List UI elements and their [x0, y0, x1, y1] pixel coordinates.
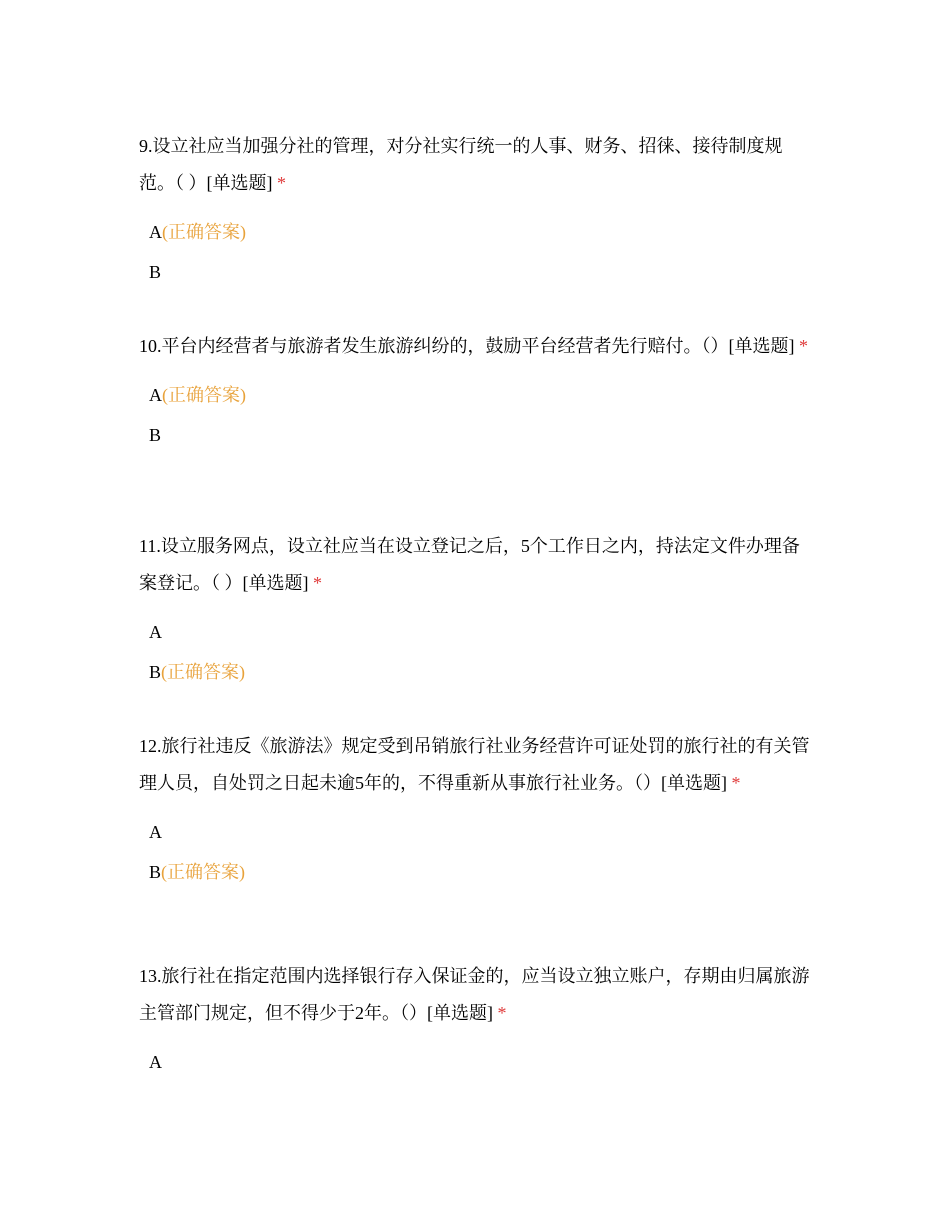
question-prompt: 13.旅行社在指定范围内选择银行存入保证金的，应当设立独立账户，存期由归属旅游主管部门规定，但不得少于2年。（）[单选题]	[139, 966, 810, 1023]
question-11	[139, 528, 814, 692]
question-text	[139, 728, 814, 802]
option-b[interactable]	[139, 252, 814, 292]
option-label: B	[149, 662, 162, 682]
option-list	[139, 212, 814, 292]
question-prompt: 10.平台内经营者与旅游者发生旅游纠纷的，鼓励平台经营者先行赔付。（）[单选题]	[139, 336, 795, 356]
option-list	[139, 612, 814, 692]
option-label: A	[149, 822, 162, 842]
correct-answer-note: (正确答案)	[161, 862, 246, 882]
option-label: A	[149, 222, 162, 242]
option-list	[139, 375, 814, 455]
option-b[interactable]	[139, 415, 814, 455]
correct-answer-note: (正确答案)	[162, 385, 246, 405]
question-text	[139, 328, 814, 365]
correct-answer-note: (正确答案)	[162, 222, 246, 242]
question-prompt: 11.设立服务网点，设立社应当在设立登记之后，5个工作日之内，持法定文件办理备案登记。（ ）[单选题]	[139, 536, 800, 593]
option-b[interactable]	[139, 652, 814, 692]
option-b[interactable]	[139, 852, 814, 892]
option-label: B	[149, 425, 162, 445]
question-13	[139, 958, 814, 1082]
option-label: B	[149, 862, 162, 882]
option-a[interactable]	[139, 612, 814, 652]
option-label: A	[149, 1052, 162, 1072]
question-10	[139, 328, 814, 455]
option-list	[139, 1042, 814, 1082]
question-12	[139, 728, 814, 892]
option-label: A	[149, 385, 162, 405]
option-a[interactable]	[139, 812, 814, 852]
question-9	[139, 128, 814, 292]
required-mark: *	[799, 336, 808, 356]
option-a[interactable]	[139, 1042, 814, 1082]
question-text	[139, 528, 814, 602]
question-prompt: 12.旅行社违反《旅游法》规定受到吊销旅行社业务经营许可证处罚的旅行社的有关管理人员，自处罚之日起未逾5年的，不得重新从事旅行社业务。（）[单选题]	[139, 736, 810, 793]
question-prompt: 9.设立社应当加强分社的管理，对分社实行统一的人事、财务、招徕、接待制度规范。（ ）[单选题]	[139, 136, 783, 193]
option-label: A	[149, 622, 162, 642]
correct-answer-note: (正确答案)	[161, 662, 246, 682]
required-mark: *	[731, 773, 741, 793]
required-mark: *	[313, 573, 322, 593]
question-text	[139, 958, 814, 1032]
option-a[interactable]	[139, 212, 814, 252]
option-label: B	[149, 262, 162, 282]
option-a[interactable]	[139, 375, 814, 415]
required-mark: *	[277, 173, 286, 193]
option-list	[139, 812, 814, 892]
question-text	[139, 128, 814, 202]
required-mark: *	[497, 1003, 507, 1023]
